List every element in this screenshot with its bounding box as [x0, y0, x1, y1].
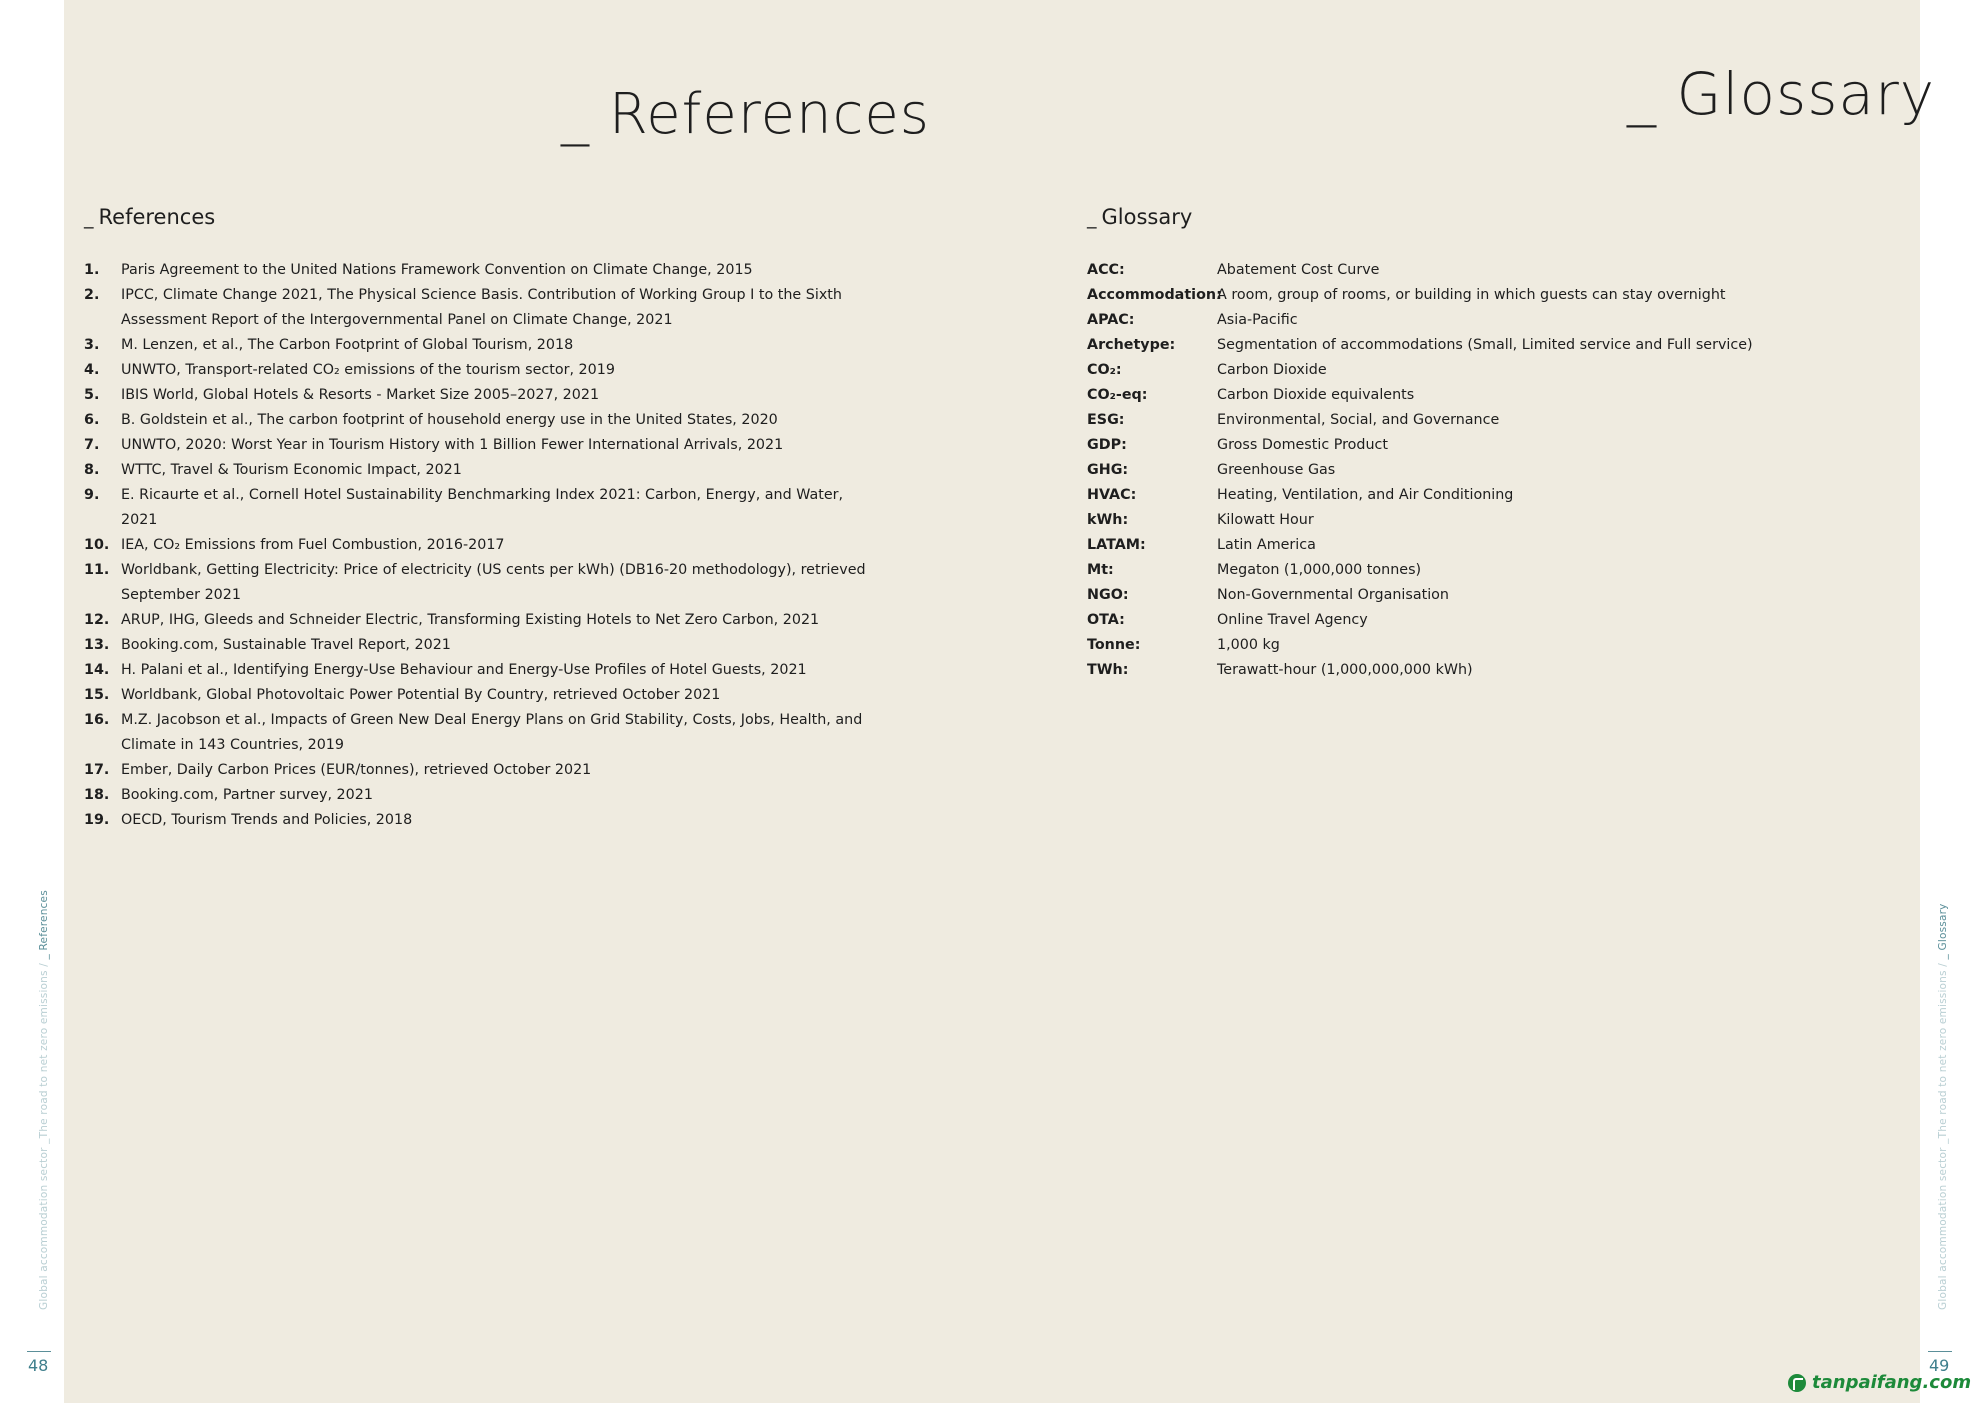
glossary-definition: Latin America	[1217, 537, 1316, 553]
reference-text: Ember, Daily Carbon Prices (EUR/tonnes), retrieved October 2021	[121, 762, 592, 778]
reference-text: UNWTO, 2020: Worst Year in Tourism History with 1 Billion Fewer International Arrivals, 2021	[121, 437, 784, 453]
reference-item	[84, 483, 874, 533]
reference-number: 4.	[84, 362, 100, 378]
glossary-entry	[1087, 483, 1847, 508]
watermark	[1788, 1372, 1971, 1393]
reference-number: 16.	[84, 712, 110, 728]
reference-item	[84, 258, 874, 283]
glossary-term: APAC:	[1087, 312, 1135, 328]
glossary-definition: Megaton (1,000,000 tonnes)	[1217, 562, 1422, 578]
reference-text: IEA, CO₂ Emissions from Fuel Combustion, 2016-2017	[121, 537, 505, 553]
reference-number: 6.	[84, 412, 100, 428]
glossary-definition: Online Travel Agency	[1217, 612, 1368, 628]
glossary-definition: Carbon Dioxide equivalents	[1217, 387, 1415, 403]
glossary-section-heading: _ Glossary	[1087, 205, 1193, 229]
references-section-heading: _ References	[84, 205, 216, 229]
glossary-term: GHG:	[1087, 462, 1129, 478]
reference-number: 12.	[84, 612, 110, 628]
leaf-logo-icon	[1788, 1374, 1806, 1392]
reference-number: 19.	[84, 812, 110, 828]
reference-item	[84, 683, 874, 708]
reference-text: B. Goldstein et al., The carbon footprint of household energy use in the United States, 2020	[121, 412, 778, 428]
reference-number: 9.	[84, 487, 100, 503]
reference-text: UNWTO, Transport-related CO₂ emissions of the tourism sector, 2019	[121, 362, 615, 378]
right-page-number: 49	[1929, 1356, 1950, 1375]
left-running-header: Global accommodation sector _The road to net zero emissions / _ References	[38, 890, 50, 1310]
right-page-number-rule	[1928, 1351, 1952, 1352]
glossary-definition: Asia-Pacific	[1217, 312, 1298, 328]
glossary-definition: Non-Governmental Organisation	[1217, 587, 1449, 603]
watermark-text: tanpaifang.com	[1812, 1372, 1972, 1393]
reference-item	[84, 658, 874, 683]
reference-item	[84, 533, 874, 558]
reference-item	[84, 608, 874, 633]
glossary-term: kWh:	[1087, 512, 1129, 528]
reference-text: Booking.com, Sustainable Travel Report, 2021	[121, 637, 451, 653]
reference-text: Paris Agreement to the United Nations Framework Convention on Climate Change, 2015	[121, 262, 753, 278]
glossary-term: Tonne:	[1087, 637, 1141, 653]
glossary-entry	[1087, 608, 1847, 633]
glossary-definition: Heating, Ventilation, and Air Conditioning	[1217, 487, 1514, 503]
glossary-entry	[1087, 308, 1847, 333]
glossary-entry	[1087, 433, 1847, 458]
right-running-header: Global accommodation sector _The road to net zero emissions / _ Glossary	[1937, 903, 1949, 1310]
glossary-entry	[1087, 358, 1847, 383]
glossary-term: CO₂-eq:	[1087, 387, 1148, 403]
reference-text: E. Ricaurte et al., Cornell Hotel Sustainability Benchmarking Index 2021: Carbon, Energy, and Water, 2021	[121, 487, 844, 528]
reference-number: 2.	[84, 287, 100, 303]
left-page-number-rule	[27, 1351, 51, 1352]
glossary-definition: Environmental, Social, and Governance	[1217, 412, 1500, 428]
left-page-number: 48	[28, 1356, 49, 1375]
reference-number: 17.	[84, 762, 110, 778]
glossary-definition: Terawatt-hour (1,000,000,000 kWh)	[1217, 662, 1473, 678]
reference-number: 15.	[84, 687, 110, 703]
reference-number: 11.	[84, 562, 110, 578]
glossary-page-title: _ Glossary	[1627, 60, 1936, 128]
reference-item	[84, 358, 874, 383]
reference-item	[84, 458, 874, 483]
reference-item	[84, 783, 874, 808]
glossary-entry	[1087, 633, 1847, 658]
glossary-term: GDP:	[1087, 437, 1127, 453]
reference-number: 14.	[84, 662, 110, 678]
glossary-definition: Gross Domestic Product	[1217, 437, 1389, 453]
glossary-term: Archetype:	[1087, 337, 1176, 353]
glossary-entry	[1087, 458, 1847, 483]
glossary-term: Mt:	[1087, 562, 1114, 578]
reference-text: WTTC, Travel & Tourism Economic Impact, 2021	[121, 462, 462, 478]
reference-item	[84, 558, 874, 608]
reference-item	[84, 758, 874, 783]
reference-item	[84, 633, 874, 658]
glossary-definition: Abatement Cost Curve	[1217, 262, 1380, 278]
glossary-term: CO₂:	[1087, 362, 1122, 378]
glossary-entry	[1087, 658, 1847, 683]
reference-number: 18.	[84, 787, 110, 803]
reference-item	[84, 708, 874, 758]
glossary-entry	[1087, 258, 1847, 283]
reference-item	[84, 283, 874, 333]
reference-text: OECD, Tourism Trends and Policies, 2018	[121, 812, 413, 828]
glossary-definition: Segmentation of accommodations (Small, Limited service and Full service)	[1217, 337, 1753, 353]
glossary-term: NGO:	[1087, 587, 1129, 603]
glossary-definition: Kilowatt Hour	[1217, 512, 1314, 528]
glossary-entry	[1087, 333, 1847, 358]
reference-number: 8.	[84, 462, 100, 478]
glossary-term: ESG:	[1087, 412, 1125, 428]
glossary-term: HVAC:	[1087, 487, 1137, 503]
glossary-term: LATAM:	[1087, 537, 1146, 553]
glossary-term: OTA:	[1087, 612, 1125, 628]
reference-text: ARUP, IHG, Gleeds and Schneider Electric, Transforming Existing Hotels to Net Zero Carbon, 2021	[121, 612, 820, 628]
reference-item	[84, 383, 874, 408]
glossary-definition: Greenhouse Gas	[1217, 462, 1336, 478]
glossary-entry	[1087, 283, 1847, 308]
glossary-term: ACC:	[1087, 262, 1125, 278]
reference-item	[84, 808, 874, 833]
glossary-definition: A room, group of rooms, or building in which guests can stay overnight	[1217, 287, 1726, 303]
reference-number: 5.	[84, 387, 100, 403]
reference-text: Worldbank, Global Photovoltaic Power Potential By Country, retrieved October 2021	[121, 687, 721, 703]
reference-item	[84, 333, 874, 358]
reference-number: 7.	[84, 437, 100, 453]
glossary-entry	[1087, 533, 1847, 558]
reference-number: 13.	[84, 637, 110, 653]
reference-text: H. Palani et al., Identifying Energy-Use Behaviour and Energy-Use Profiles of Hotel Guests, 2021	[121, 662, 807, 678]
glossary-entry	[1087, 408, 1847, 433]
reference-number: 3.	[84, 337, 100, 353]
reference-text: IPCC, Climate Change 2021, The Physical Science Basis. Contribution of Working Group I to the Sixth Assessment Report of the Intergovernmental Panel on Climate Change, 2021	[121, 287, 842, 328]
reference-number: 1.	[84, 262, 100, 278]
reference-item	[84, 408, 874, 433]
references-list	[84, 258, 874, 833]
glossary-definition: 1,000 kg	[1217, 637, 1280, 653]
glossary-entry	[1087, 383, 1847, 408]
glossary-term: TWh:	[1087, 662, 1129, 678]
glossary-table	[1087, 258, 1847, 683]
reference-item	[84, 433, 874, 458]
reference-number: 10.	[84, 537, 110, 553]
glossary-definition: Carbon Dioxide	[1217, 362, 1327, 378]
reference-text: Booking.com, Partner survey, 2021	[121, 787, 373, 803]
glossary-entry	[1087, 508, 1847, 533]
glossary-entry	[1087, 583, 1847, 608]
references-page-title: _ References	[561, 82, 930, 147]
glossary-entry	[1087, 558, 1847, 583]
reference-text: IBIS World, Global Hotels & Resorts - Market Size 2005–2027, 2021	[121, 387, 600, 403]
glossary-term: Accommodation:	[1087, 287, 1222, 303]
reference-text: M. Lenzen, et al., The Carbon Footprint of Global Tourism, 2018	[121, 337, 574, 353]
reference-text: Worldbank, Getting Electricity: Price of electricity (US cents per kWh) (DB16-20 methodology), retrieved September 2021	[121, 562, 866, 603]
reference-text: M.Z. Jacobson et al., Impacts of Green New Deal Energy Plans on Grid Stability, Costs, Jobs, Health, and Climate in 143 Countries, 2019	[121, 712, 863, 753]
